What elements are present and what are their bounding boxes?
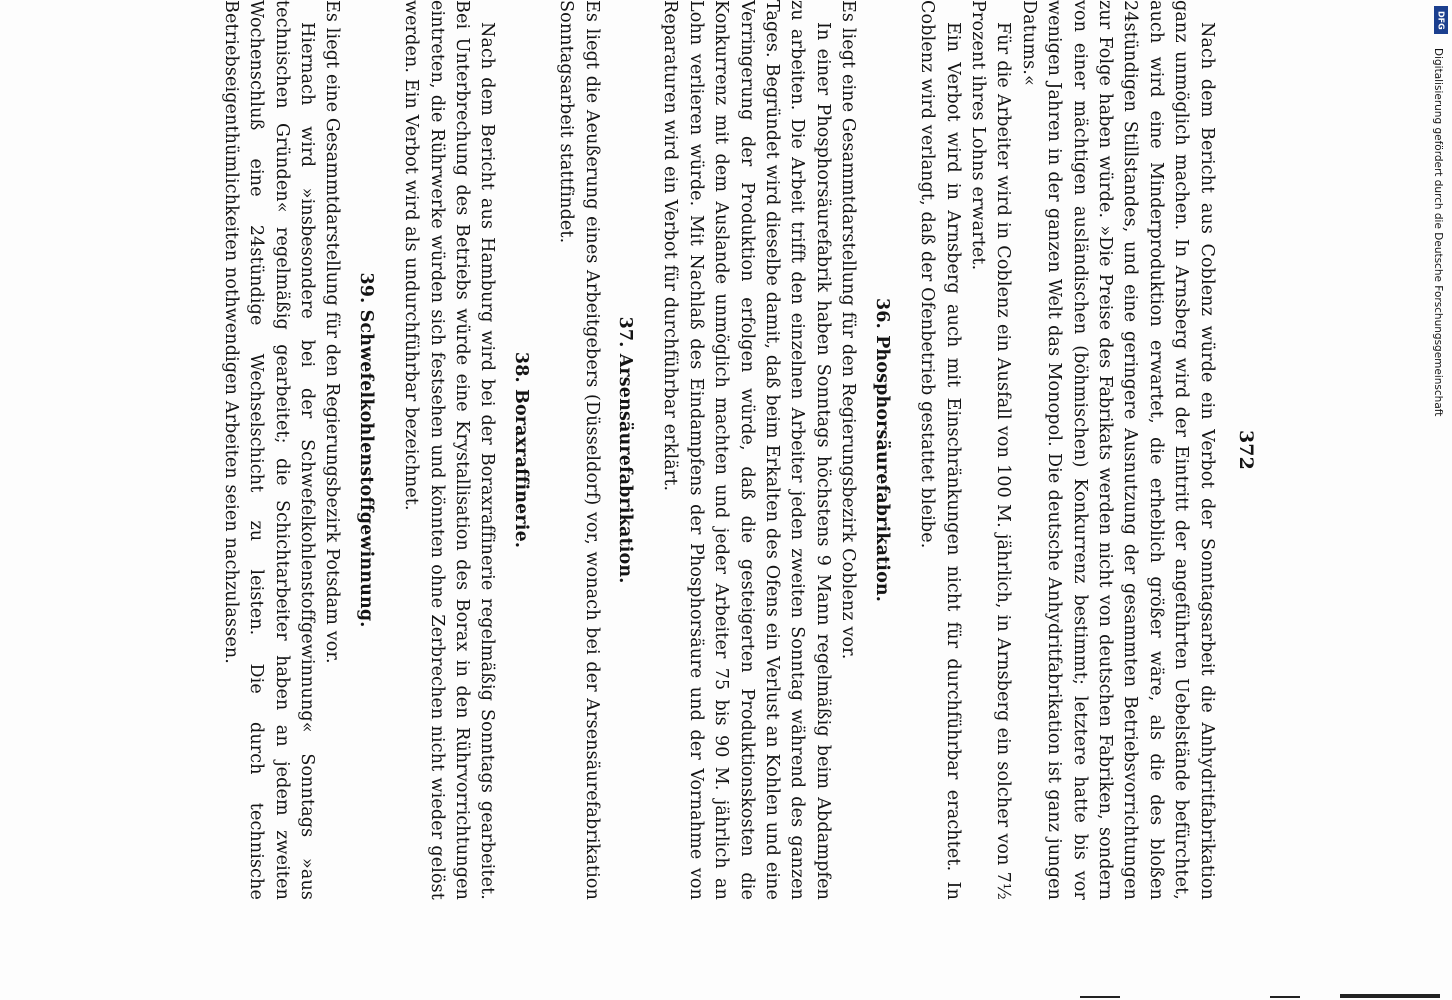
paragraph: Hiernach wird »insbesondere bei der Schwefelkohlenstoffgewinnung« Sonntags »aus technischen Gründen« regelmäßig gearbeitet; die Schichtarbeiter haben an jedem zweiten Wochenschluß eine 24stündige Wechselschicht zu leisten. Die durch technische Betriebseigenthümlichkeiten nothwendigen Arbeiten seien nachzulassen. <box>220 0 317 900</box>
section-heading-39: 39. Schwefelkohlenstoffgewinnung. <box>355 272 376 628</box>
paragraph: Es liegt eine Gesammtdarstellung für den Regierungsbezirk Potsdam vor. <box>322 0 343 664</box>
paragraph: Nach dem Bericht aus Hamburg wird bei der Boraxraffinerie regelmäßig Sonntags gearbeitet. Bei Unterbrechung des Betriebs würde eine Krystallisation des Borax in den Rührvorrichtungen eintreten, die Rührwerke würden sich festsehen und könnten ohne Zerbrechen nicht wieder gelöst werden. Ein Verbot wird als undurchführbar bezeichnet. <box>401 0 498 900</box>
scan-edge-mark <box>1270 996 1300 998</box>
digitization-credit <box>1430 8 1448 998</box>
paragraph: Für die Arbeiter wird in Coblenz ein Ausfall von 100 M. jährlich, in Arnsberg ein solcher von 7½ Prozent ihres Lohns erwartet. <box>967 0 1014 900</box>
paragraph: Es liegt eine Gesammtdarstellung für den Regierungsbezirk Coblenz vor. <box>838 0 859 660</box>
dfg-logo-icon: DFG <box>1434 6 1448 34</box>
credit-text: Digitalisierung gefördert durch die Deutsche Forschungsgemeinschaft <box>1432 48 1444 417</box>
scan-edge-mark <box>1080 996 1120 998</box>
paragraph: Nach dem Bericht aus Coblenz würde ein Verbot der Sonntagsarbeit die Anhydritfabrikation ganz unmöglich machen. In Arnsberg wird der Eintritt der angeführten Uebelstände befürchtet, auch wird eine Minderproduktion erwartet, die erheblich größer wäre, als die des bloßen 24stündigen Stillstandes, und eine geringere Ausnutzung der gesammten Betriebsvorrichtungen zur Folge haben würde. »Die Preise des Fabrikats werden nicht von deutschen Fabriken, sondern von einer mächtigen ausländischen (böhmischen) Konkurrenz bestimmt; letztere hatte bis vor wenigen Jahren in der ganzen Welt das Monopol. Die deutsche Anhydritfabrikation ist ganz jungen Datums.« <box>1018 0 1217 900</box>
paragraph: Ein Verbot wird in Arnsberg auch mit Einschränkungen nicht für durchführbar erachtet. In Coblenz wird verlangt, daß der Ofenbetrieb gestattet bleibe. <box>917 0 963 900</box>
paragraph: In einer Phosphorsäurefabrik haben Sonntags höchstens 9 Mann regelmäßig beim Abdampfen zu arbeiten. Die Arbeit trifft den einzelnen Arbeiter jeden zweiten Sonntag während des ganzen Tages. Begründet wird dieselbe damit, daß beim Erkalten des Ofens ein Verlust an Kohlen und eine Verringerung der Produktion erfolgen würde, daß die gesteigerten Produktionskosten die Konkurrenz mit dem Auslande unmöglich machten und jeder Arbeiter 75 bis 90 M. jährlich an Lohn verlieren würde. Mit Nachlaß des Eindampfens der Phosphorsäure und der Vornahme von Reparaturen wird ein Verbot für durchführbar erklärt. <box>660 0 833 900</box>
section-heading-38: 38. Boraxraffinerie. <box>510 351 531 549</box>
section-heading-37: 37. Arsensäurefabrikation. <box>615 316 636 584</box>
scan-edge-mark <box>1340 994 1440 998</box>
section-heading-36: 36. Phosphorsäurefabrikation. <box>871 297 892 603</box>
paragraph: Es liegt die Aeußerung eines Arbeitgebers (Düsseldorf) vor, wonach bei der Arsensäurefabrikation Sonntagsarbeit stattfindet. <box>556 0 602 900</box>
rotated-text-block <box>80 0 1260 900</box>
page-number: 372 <box>1235 429 1257 471</box>
